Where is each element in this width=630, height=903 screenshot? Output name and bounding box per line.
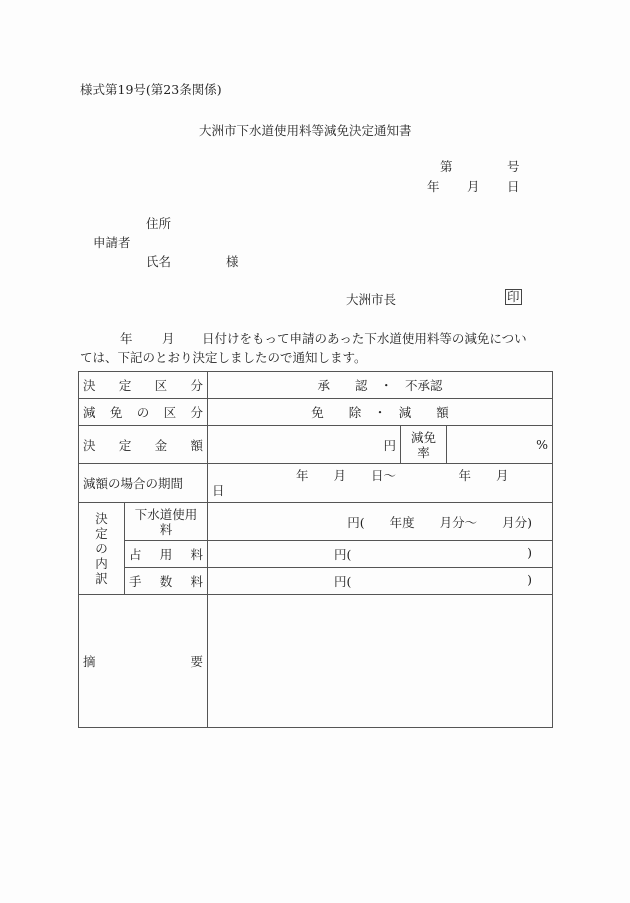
honorific: 様 <box>226 254 239 269</box>
decision-table <box>78 371 553 728</box>
date-year: 年 <box>427 179 440 194</box>
address-label: 住所 <box>146 216 172 231</box>
date-day: 日 <box>507 179 520 194</box>
seal-icon: 印 <box>507 289 520 304</box>
exemption-type-label: 減 免 の 区 分 <box>83 405 203 420</box>
row-sewer-fee <box>79 503 553 541</box>
exemption-type-value[interactable]: 免 除 ・ 減 額 <box>208 399 553 426</box>
sewer-fee-field[interactable]: 円( 年度 月分～ 月分) <box>208 503 553 541</box>
applicant-label: 申請者 <box>93 235 131 250</box>
row-occupancy-fee <box>79 541 553 568</box>
row-period <box>79 464 553 503</box>
handling-fee-field[interactable]: 円( ) <box>208 568 553 595</box>
breakdown-label: 決 定 の 内 訳 <box>79 503 125 595</box>
doc-no-prefix: 第 <box>440 159 453 174</box>
occupancy-fee-field[interactable]: 円( ) <box>208 541 553 568</box>
body-month: 月 <box>162 331 175 346</box>
row-exemption-type <box>79 399 553 426</box>
body-line1: 日付けをもって申請のあった下水道使用料等の減免につい <box>202 331 527 346</box>
row-summary <box>79 595 553 728</box>
issuer-name: 大洲市長 <box>346 292 397 307</box>
body-year: 年 <box>120 331 133 346</box>
doc-no-suffix: 号 <box>507 159 520 174</box>
decision-type-label: 決 定 区 分 <box>83 378 203 393</box>
name-label: 氏名 <box>146 254 172 269</box>
rate-label: 減免 率 <box>401 426 447 464</box>
decision-amount-label: 決 定 金 額 <box>83 437 203 453</box>
sewer-fee-label: 下水道使用 料 <box>125 503 208 541</box>
rate-field[interactable]: % <box>447 426 553 464</box>
document-title: 大洲市下水道使用料等減免決定通知書 <box>199 123 412 138</box>
decision-type-value[interactable]: 承 認 ・ 不承認 <box>208 372 553 399</box>
row-decision-type <box>79 372 553 399</box>
amount-field[interactable]: 円 <box>208 426 401 464</box>
body-line2: ては、下記のとおり決定しましたので通知します。 <box>80 350 367 365</box>
form-number: 様式第19号(第23条関係) <box>80 82 222 97</box>
summary-field[interactable] <box>208 595 553 728</box>
row-handling-fee <box>79 568 553 595</box>
period-label: 減額の場合の期間 <box>79 464 208 503</box>
occupancy-fee-label: 占 用 料 <box>129 547 203 562</box>
summary-label: 摘 要 <box>83 654 203 669</box>
row-decision-amount <box>79 426 553 464</box>
handling-fee-label: 手 数 料 <box>129 574 203 589</box>
date-month: 月 <box>467 179 480 194</box>
period-field[interactable]: 年 月 日～ 年 月 日 <box>208 464 553 503</box>
